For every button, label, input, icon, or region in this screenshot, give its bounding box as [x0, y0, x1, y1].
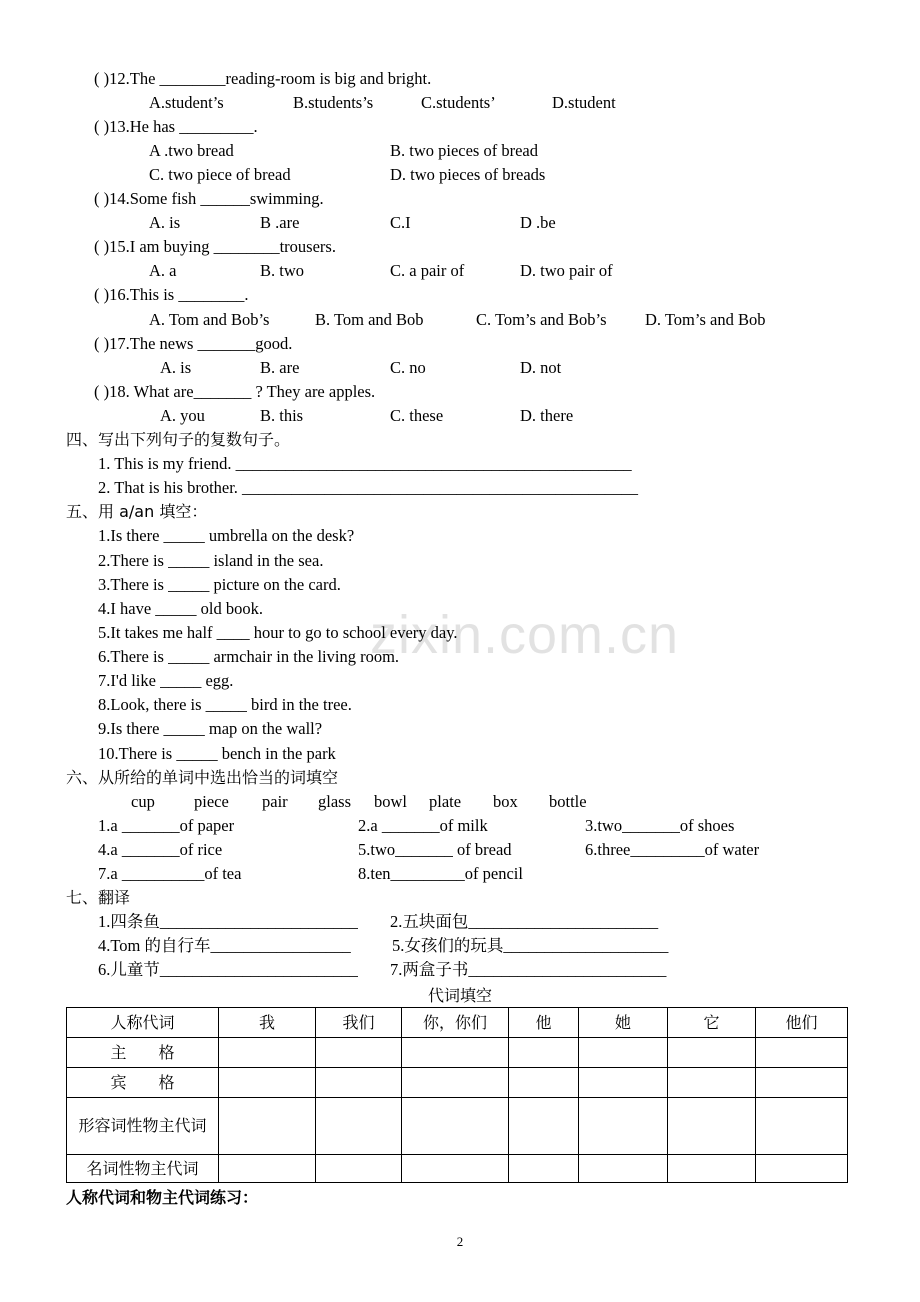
- question-stem: ( )14.Some fish ______swimming.: [94, 189, 324, 208]
- blank-cell: [668, 1068, 756, 1098]
- translate-item: 2.五块面包_______________________: [390, 912, 659, 931]
- option-b: B.students’s: [293, 93, 374, 112]
- section5-item: 8.Look, there is _____ bird in the tree.: [98, 695, 352, 714]
- option-a: A.student’s: [149, 93, 224, 112]
- word-bank-item: box: [493, 792, 518, 811]
- header-cell: 她: [579, 1008, 668, 1038]
- blank-cell: [402, 1155, 509, 1183]
- row-label: 宾 格: [67, 1068, 219, 1098]
- word-bank-item: piece: [194, 792, 229, 811]
- question-stem: ( )16.This is ________.: [94, 285, 249, 304]
- table-row: [67, 1068, 848, 1098]
- header-cell: 它: [668, 1008, 756, 1038]
- blank-cell: [402, 1098, 509, 1155]
- blank-cell: [219, 1068, 316, 1098]
- blank-cell: [316, 1038, 402, 1068]
- section5-item: 10.There is _____ bench in the park: [98, 744, 336, 763]
- blank-cell: [509, 1155, 579, 1183]
- table-row: [67, 1098, 848, 1155]
- header-cell: 他: [509, 1008, 579, 1038]
- row-label: 名词性物主代词: [67, 1155, 219, 1183]
- option-a: A. is: [160, 358, 192, 377]
- blank-cell: [316, 1068, 402, 1098]
- footer-heading: 人称代词和物主代词练习：: [66, 1188, 259, 1207]
- question-stem: ( )12.The ________reading-room is big and bright.: [94, 69, 432, 88]
- word-bank-item: bowl: [374, 792, 407, 811]
- option-b: B. Tom and Bob: [315, 310, 424, 329]
- option-a: A. you: [160, 406, 205, 425]
- option-c: C. no: [390, 358, 426, 377]
- table-header-row: [67, 1008, 848, 1038]
- blank-cell: [219, 1155, 316, 1183]
- blank-cell: [579, 1098, 668, 1155]
- fill-item: 2.a _______of milk: [358, 816, 488, 835]
- section4-item-2: 2. That is his brother. ________________________________________________: [98, 478, 639, 497]
- blank-cell: [668, 1155, 756, 1183]
- page-number: 2: [456, 1234, 464, 1249]
- blank-cell: [756, 1155, 848, 1183]
- blank-cell: [668, 1098, 756, 1155]
- blank-cell: [509, 1068, 579, 1098]
- option-c: C.I: [390, 213, 411, 232]
- option-d: D. not: [520, 358, 562, 377]
- header-cell: 人称代词: [67, 1008, 219, 1038]
- option-b: B. two: [260, 261, 305, 280]
- option-b: B. are: [260, 358, 300, 377]
- option-c: C. two piece of bread: [149, 165, 291, 184]
- question-stem: ( )15.I am buying ________trousers.: [94, 237, 336, 256]
- blank-cell: [509, 1038, 579, 1068]
- section5-item: 5.It takes me half ____ hour to go to school every day.: [98, 623, 458, 642]
- option-d: D. two pieces of breads: [390, 165, 546, 184]
- blank-cell: [579, 1068, 668, 1098]
- table-title: 代词填空: [427, 986, 492, 1005]
- option-b: B. two pieces of bread: [390, 141, 538, 160]
- blank-cell: [668, 1038, 756, 1068]
- section5-item: 4.I have _____ old book.: [98, 599, 263, 618]
- question-stem: ( )17.The news _______good.: [94, 334, 293, 353]
- section7-heading: 七、翻译: [66, 888, 131, 907]
- translate-item: 6.儿童节________________________: [98, 960, 358, 979]
- header-cell: 我们: [316, 1008, 402, 1038]
- section4-heading: 四、写出下列句子的复数句子。: [66, 430, 291, 449]
- word-bank-item: glass: [318, 792, 351, 811]
- word-bank-item: plate: [429, 792, 462, 811]
- option-c: C. a pair of: [390, 261, 465, 280]
- fill-item: 7.a __________of tea: [98, 864, 242, 883]
- option-a: A. a: [149, 261, 177, 280]
- blank-cell: [219, 1098, 316, 1155]
- blank-cell: [579, 1155, 668, 1183]
- word-bank-item: bottle: [549, 792, 587, 811]
- header-cell: 我: [219, 1008, 316, 1038]
- translate-item: 5.女孩们的玩具____________________: [392, 936, 669, 955]
- option-d: D. Tom’s and Bob: [645, 310, 766, 329]
- section6-heading: 六、从所给的单词中选出恰当的词填空: [66, 768, 339, 787]
- fill-item: 6.three_________of water: [585, 840, 760, 859]
- section4-item-1: 1. This is my friend. ________________________________________________: [98, 454, 632, 473]
- section5-item: 2.There is _____ island in the sea.: [98, 551, 324, 570]
- section5-item: 6.There is _____ armchair in the living room.: [98, 647, 400, 666]
- option-a: A. Tom and Bob’s: [149, 310, 270, 329]
- section5-heading: 五、用 a/an 填空：: [66, 502, 208, 521]
- question-stem: ( )18. What are_______ ? They are apples.: [94, 382, 376, 401]
- blank-cell: [756, 1038, 848, 1068]
- blank-cell: [402, 1038, 509, 1068]
- header-cell: 你，你们: [402, 1008, 509, 1038]
- header-cell: 他们: [756, 1008, 848, 1038]
- word-bank-item: pair: [262, 792, 288, 811]
- blank-cell: [756, 1068, 848, 1098]
- blank-cell: [402, 1068, 509, 1098]
- option-d: D. two pair of: [520, 261, 613, 280]
- section5-item: 7.I'd like _____ egg.: [98, 671, 234, 690]
- option-c: C. Tom’s and Bob’s: [476, 310, 607, 329]
- option-b: B .are: [260, 213, 300, 232]
- blank-cell: [316, 1155, 402, 1183]
- option-d: D. there: [520, 406, 574, 425]
- section5-item: 3.There is _____ picture on the card.: [98, 575, 341, 594]
- option-d: D.student: [552, 93, 616, 112]
- option-a: A. is: [149, 213, 181, 232]
- pronoun-table: [66, 1007, 848, 1183]
- table-row: [67, 1038, 848, 1068]
- translate-item: 4.Tom 的自行车_________________: [98, 936, 351, 955]
- blank-cell: [316, 1098, 402, 1155]
- section5-item: 1.Is there _____ umbrella on the desk?: [98, 526, 355, 545]
- translate-item: 1.四条鱼________________________: [98, 912, 358, 931]
- blank-cell: [756, 1098, 848, 1155]
- fill-item: 4.a _______of rice: [98, 840, 223, 859]
- fill-item: 5.two_______ of bread: [358, 840, 512, 859]
- option-c: C.students’: [421, 93, 496, 112]
- row-label: 形容词性物主代词: [67, 1098, 219, 1155]
- watermark: zixin.com.cn: [370, 605, 680, 665]
- table-row: [67, 1155, 848, 1183]
- fill-item: 1.a _______of paper: [98, 816, 235, 835]
- translate-item: 7.两盒子书________________________: [390, 960, 667, 979]
- blank-cell: [579, 1038, 668, 1068]
- option-a: A .two bread: [149, 141, 234, 160]
- blank-cell: [509, 1098, 579, 1155]
- option-c: C. these: [390, 406, 444, 425]
- blank-cell: [219, 1038, 316, 1068]
- row-label: 主 格: [67, 1038, 219, 1068]
- fill-item: 8.ten_________of pencil: [358, 864, 523, 883]
- word-bank-item: cup: [131, 792, 155, 811]
- section5-item: 9.Is there _____ map on the wall?: [98, 719, 323, 738]
- question-stem: ( )13.He has _________.: [94, 117, 258, 136]
- option-d: D .be: [520, 213, 556, 232]
- option-b: B. this: [260, 406, 304, 425]
- fill-item: 3.two_______of shoes: [585, 816, 735, 835]
